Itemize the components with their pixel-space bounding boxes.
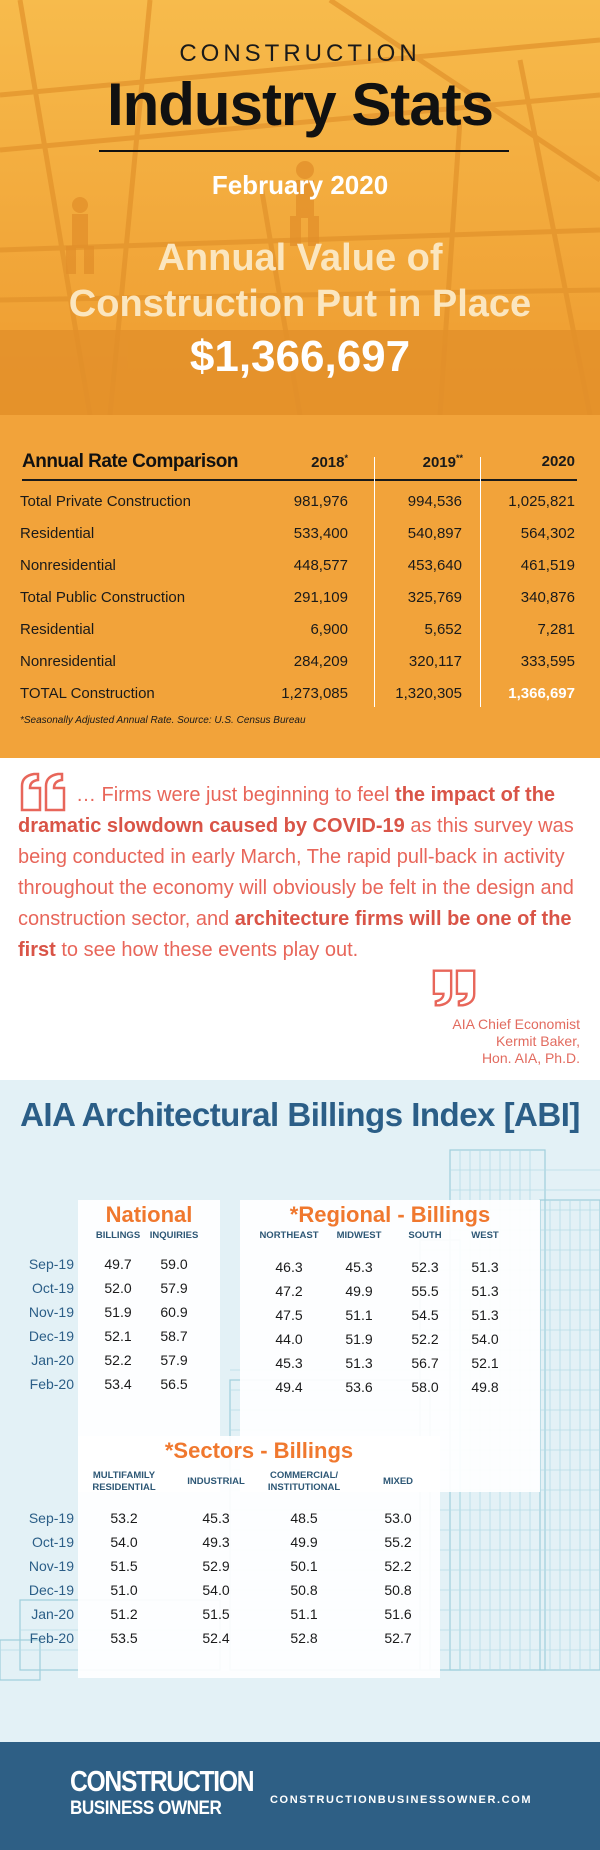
month-label: Nov-19 — [28, 1304, 74, 1320]
cell-v2019: 540,897 — [407, 525, 462, 542]
cell-v2020: 564,302 — [520, 525, 575, 542]
sector-col-header — [356, 1476, 440, 1488]
national-cell: 57.9 — [160, 1280, 188, 1296]
regional-cell: 52.3 — [411, 1259, 439, 1275]
cell-v2019: 320,117 — [408, 653, 462, 670]
sector-cell: 52.9 — [202, 1558, 230, 1574]
sector-cell: 53.5 — [110, 1630, 138, 1646]
website-link[interactable]: CONSTRUCTIONBUSINESSOWNER.COM — [270, 1794, 533, 1806]
cell-v2019: 994,536 — [407, 493, 462, 510]
sector-cell: 52.8 — [290, 1630, 318, 1646]
national-cell: 53.4 — [104, 1376, 132, 1392]
logo-line1: CONSTRUCTION — [70, 1766, 254, 1798]
table-row — [0, 525, 600, 555]
month-label: Sep-19 — [28, 1510, 74, 1526]
regional-cell: 54.5 — [411, 1307, 439, 1323]
sector-cell: 55.2 — [384, 1534, 412, 1550]
regional-cell: 58.0 — [411, 1379, 439, 1395]
table-row — [0, 557, 600, 587]
sector-cell: 50.1 — [290, 1558, 318, 1574]
month-label: Nov-19 — [28, 1558, 74, 1574]
cell-v2020: 1,025,821 — [508, 493, 575, 510]
regional-cell: 44.0 — [275, 1331, 303, 1347]
regional-cell: 51.1 — [345, 1307, 373, 1323]
sector-cell: 53.2 — [110, 1510, 138, 1526]
regional-col-header: MIDWEST — [336, 1230, 382, 1241]
row-label: Total Public Construction — [20, 589, 186, 606]
regional-cell: 45.3 — [345, 1259, 373, 1275]
month-label: Dec-19 — [28, 1328, 74, 1344]
national-cell: 56.5 — [160, 1376, 188, 1392]
regional-cell: 52.2 — [411, 1331, 439, 1347]
national-cell: 57.9 — [160, 1352, 188, 1368]
attribution-credentials: Hon. AIA, Ph.D. — [481, 1050, 580, 1066]
regional-cell: 49.9 — [345, 1283, 373, 1299]
title-divider — [99, 150, 509, 152]
sector-cell: 52.2 — [384, 1558, 412, 1574]
cell-v2020: 333,595 — [520, 653, 575, 670]
national-cell: 52.1 — [104, 1328, 132, 1344]
value-amount: $1,366,697 — [189, 332, 411, 381]
sector-cell: 51.1 — [290, 1606, 318, 1622]
row-label: Nonresidential — [20, 653, 116, 670]
cell-v2019: 453,640 — [407, 557, 462, 574]
sector-cell: 45.3 — [202, 1510, 230, 1526]
close-quote-icon — [430, 968, 480, 1008]
sector-cell: 52.4 — [202, 1630, 230, 1646]
value-heading-line2: Construction Put in Place — [68, 283, 532, 325]
month-label: Feb-20 — [29, 1630, 74, 1646]
national-col-header: BILLINGS — [95, 1230, 141, 1241]
month-label: Feb-20 — [29, 1376, 74, 1392]
sector-cell: 51.2 — [110, 1606, 138, 1622]
sector-cell: 54.0 — [202, 1582, 230, 1598]
col-header-2020: 2020 — [541, 453, 575, 470]
regional-cell: 49.4 — [275, 1379, 303, 1395]
regional-cell: 53.6 — [345, 1379, 373, 1395]
month-label: Jan-20 — [31, 1606, 74, 1622]
cell-v2018: 1,273,085 — [281, 685, 348, 702]
regional-col-header: SOUTH — [408, 1230, 442, 1241]
sector-cell: 51.5 — [110, 1558, 138, 1574]
regional-cell: 51.3 — [471, 1259, 499, 1275]
sector-cell: 51.0 — [110, 1582, 138, 1598]
national-col-header: INQUIRIES — [149, 1230, 199, 1241]
regional-cell: 52.1 — [471, 1355, 499, 1371]
attribution-role: AIA Chief Economist — [452, 1016, 580, 1032]
col-header-2019: 2019** — [422, 453, 463, 471]
national-cell: 58.7 — [160, 1328, 188, 1344]
sector-col-header-line: RESIDENTIAL — [92, 1482, 156, 1493]
cell-v2018: 448,577 — [293, 557, 348, 574]
cell-v2018: 284,209 — [293, 653, 348, 670]
sector-col-header — [82, 1470, 166, 1494]
sector-cell: 50.8 — [290, 1582, 318, 1598]
national-cell: 52.0 — [104, 1280, 132, 1296]
regional-title: *Regional - Billings — [289, 1202, 491, 1227]
header-kicker: CONSTRUCTION — [179, 40, 421, 67]
month-label: Jan-20 — [31, 1352, 74, 1368]
row-label: Residential — [20, 525, 95, 542]
header-section — [0, 0, 600, 415]
sector-col-header-line: COMMERCIAL/ — [269, 1470, 339, 1481]
regional-col-header: WEST — [471, 1230, 499, 1241]
table-row — [0, 493, 600, 523]
quote-attribution — [452, 1016, 580, 1067]
col-header-2018: 2018* — [311, 453, 348, 471]
sector-cell: 51.5 — [202, 1606, 230, 1622]
table-row — [0, 589, 600, 619]
table-row — [0, 621, 600, 651]
month-label: Oct-19 — [31, 1280, 74, 1296]
cell-v2019: 325,769 — [407, 589, 462, 606]
month-label: Dec-19 — [28, 1582, 74, 1598]
national-cell: 49.7 — [104, 1256, 132, 1272]
value-heading-line1: Annual Value of — [157, 237, 443, 279]
row-label: TOTAL Construction — [20, 685, 155, 702]
cell-v2020: 340,876 — [520, 589, 575, 606]
abi-section — [0, 1080, 600, 1742]
cell-v2018: 981,976 — [293, 493, 348, 510]
footer — [0, 1742, 600, 1850]
sector-col-header-line: MIXED — [382, 1476, 414, 1487]
cell-v2020: 7,281 — [537, 621, 575, 638]
annual-rate-table — [0, 415, 600, 758]
regional-cell: 54.0 — [471, 1331, 499, 1347]
regional-cell: 49.8 — [471, 1379, 499, 1395]
row-label: Nonresidential — [20, 557, 116, 574]
sector-col-header-line: INDUSTRIAL — [187, 1476, 245, 1487]
cell-v2019: 1,320,305 — [395, 685, 462, 702]
cell-v2018: 6,900 — [310, 621, 348, 638]
sector-col-header — [174, 1476, 258, 1488]
quote-section — [0, 758, 600, 1080]
national-title: National — [105, 1202, 193, 1227]
row-label: Total Private Construction — [20, 493, 191, 510]
cell-v2020: 1,366,697 — [508, 685, 575, 702]
national-cell: 52.2 — [104, 1352, 132, 1368]
month-label: Sep-19 — [28, 1256, 74, 1272]
regional-cell: 51.3 — [345, 1355, 373, 1371]
regional-cell: 47.5 — [275, 1307, 303, 1323]
abi-title: AIA Architectural Billings Index [ABI] — [20, 1096, 580, 1133]
national-cell: 60.9 — [160, 1304, 188, 1320]
regional-col-header: NORTHEAST — [259, 1230, 319, 1241]
sector-col-header — [262, 1470, 346, 1494]
cell-v2019: 5,652 — [424, 621, 462, 638]
sector-cell: 48.5 — [290, 1510, 318, 1526]
cell-v2020: 461,519 — [520, 557, 575, 574]
attribution-name: Kermit Baker, — [495, 1033, 580, 1049]
sector-cell: 52.7 — [384, 1630, 412, 1646]
regional-cell: 51.3 — [471, 1307, 499, 1323]
sectors-title: *Sectors - Billings — [164, 1438, 354, 1463]
regional-cell: 45.3 — [275, 1355, 303, 1371]
table-row — [0, 653, 600, 683]
sector-cell: 50.8 — [384, 1582, 412, 1598]
rates-footnote: *Seasonally Adjusted Annual Rate. Source: U.S. Census Bureau — [20, 715, 306, 726]
regional-cell: 46.3 — [275, 1259, 303, 1275]
sector-cell: 51.6 — [384, 1606, 412, 1622]
sector-col-header-line: INSTITUTIONAL — [267, 1482, 341, 1493]
sector-col-header-line: MULTIFAMILY — [92, 1470, 156, 1481]
regional-cell: 51.9 — [345, 1331, 373, 1347]
sector-cell: 53.0 — [384, 1510, 412, 1526]
quote-text: … Firms were just beginning to feel the impact of the dramatic slowdown caused by COVID-19 as this survey was being conducted in early March, The rapid pull-back in activity throughout the economy will obviously be felt in the design and construction sector, and architecture firms will be one of the first to see how these events play out. — [18, 784, 574, 961]
row-label: Residential — [20, 621, 95, 638]
cell-v2018: 533,400 — [293, 525, 348, 542]
sector-cell: 49.9 — [290, 1534, 318, 1550]
national-cell: 51.9 — [104, 1304, 132, 1320]
rates-table-title: Annual Rate Comparison — [22, 451, 238, 472]
report-date: February 2020 — [211, 170, 389, 200]
cell-v2018: 291,109 — [293, 589, 348, 606]
sector-cell: 49.3 — [202, 1534, 230, 1550]
national-cell: 59.0 — [160, 1256, 188, 1272]
regional-cell: 56.7 — [411, 1355, 439, 1371]
sector-cell: 54.0 — [110, 1534, 138, 1550]
table-row — [0, 685, 600, 715]
month-label: Oct-19 — [31, 1534, 74, 1550]
rates-header-rule — [22, 479, 577, 481]
regional-cell: 47.2 — [275, 1283, 303, 1299]
value-heading — [0, 235, 600, 327]
regional-cell: 51.3 — [471, 1283, 499, 1299]
page-title: Industry Stats — [106, 71, 494, 138]
logo-line2: BUSINESS OWNER — [70, 1798, 222, 1819]
regional-cell: 55.5 — [411, 1283, 439, 1299]
